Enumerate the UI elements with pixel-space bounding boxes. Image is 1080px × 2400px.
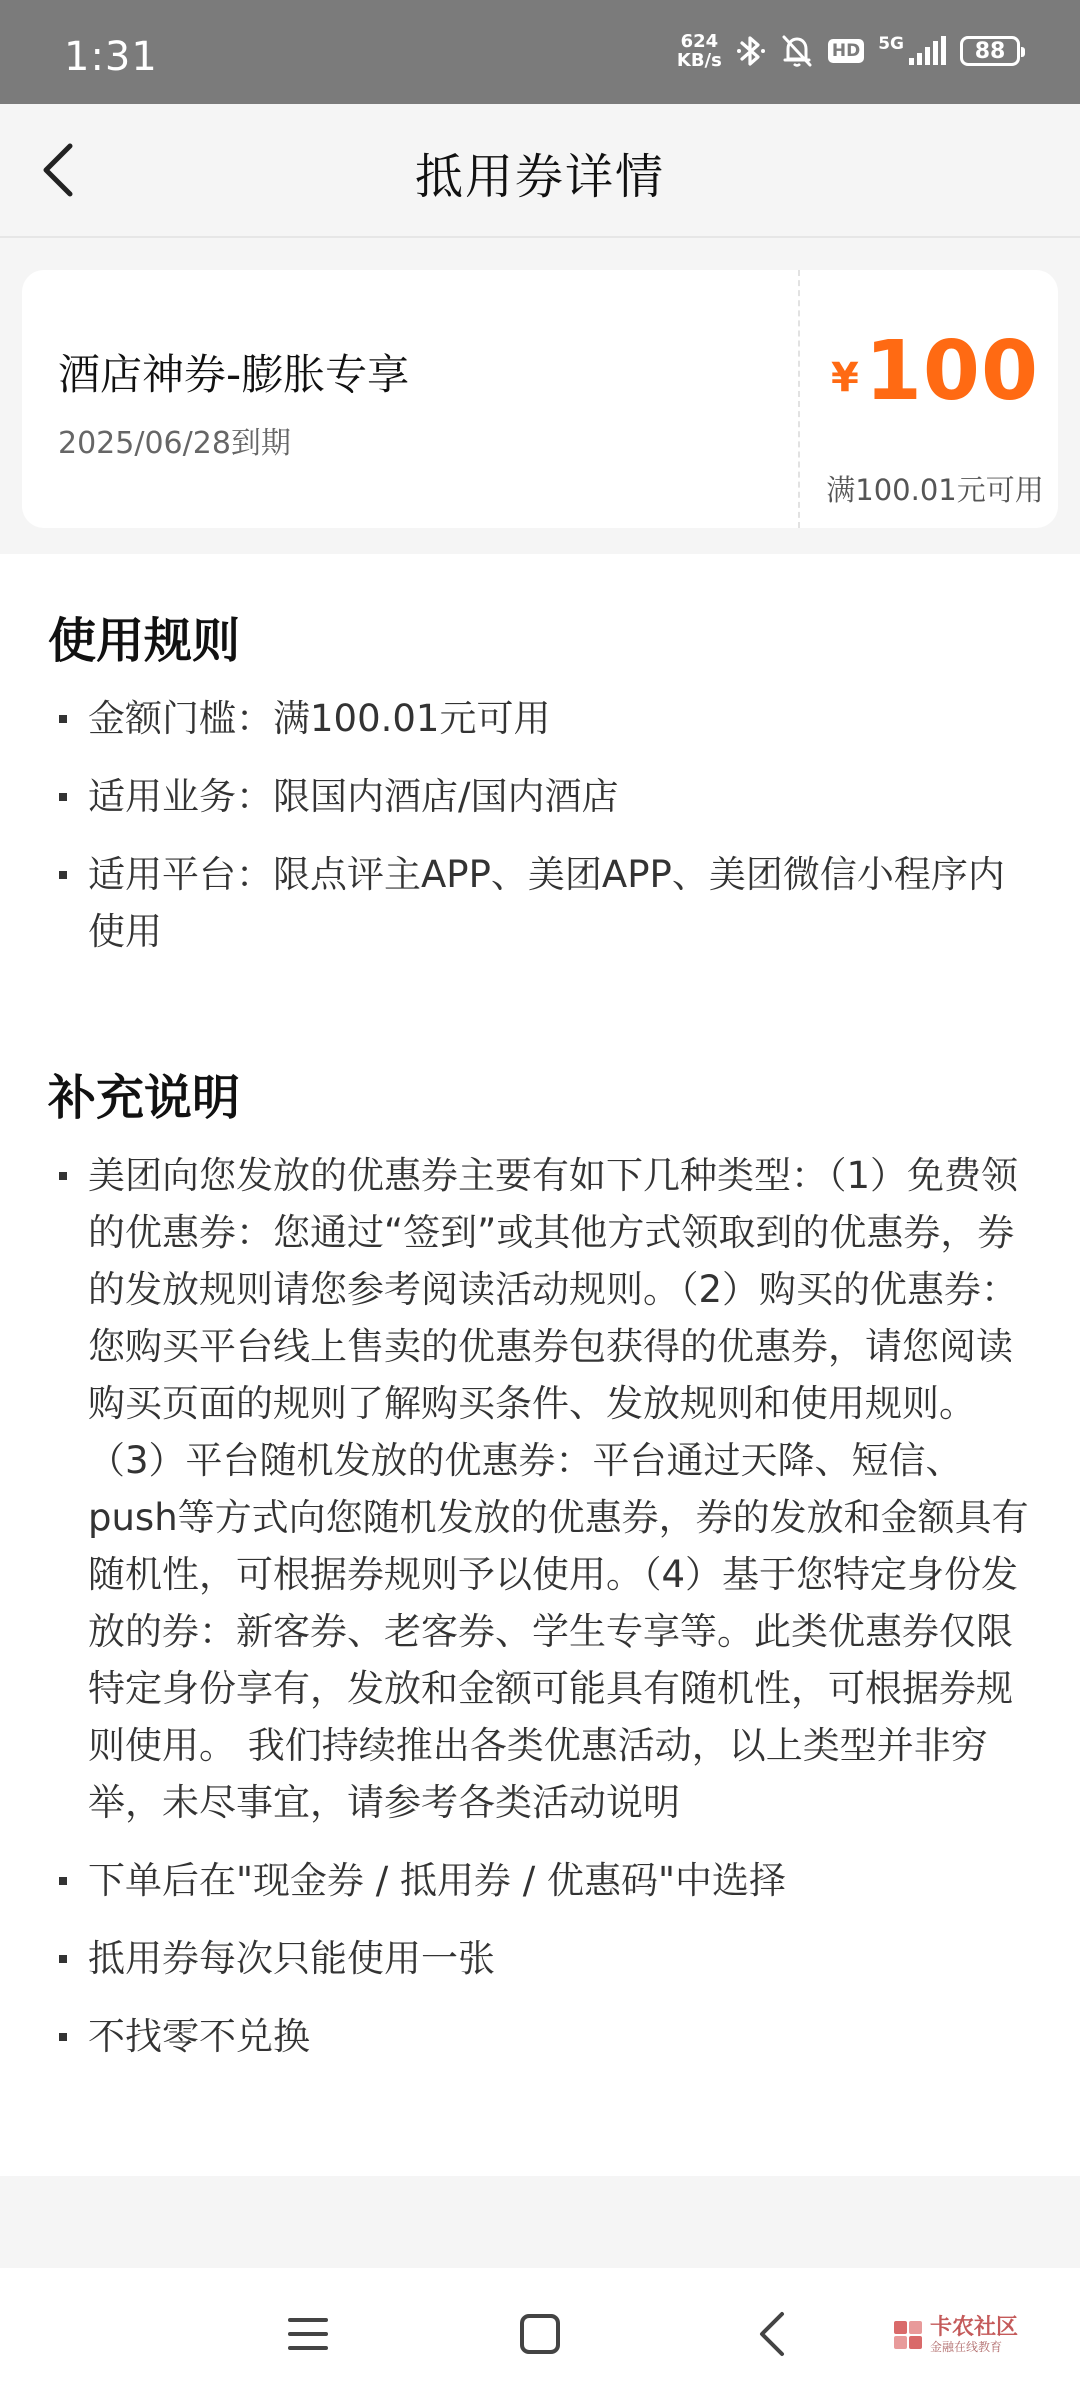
battery-level: 88 <box>974 38 1006 64</box>
coupon-value: 100 <box>864 324 1039 419</box>
net-speed <box>677 32 722 70</box>
coupon-condition: 满100.01元可用 <box>826 473 1044 507</box>
watermark-main: 卡农社区 <box>929 2315 1018 2340</box>
watermark-sub: 金融在线教育 <box>929 2340 1002 2354</box>
watermark-text <box>930 2316 1018 2354</box>
rules-content <box>0 554 1080 2176</box>
status-icons <box>677 32 1020 70</box>
coupon-section <box>0 238 1080 554</box>
coupon-name: 酒店神券-膨胀专享 <box>58 350 410 399</box>
nav-back-button[interactable] <box>736 2298 808 2370</box>
supplement-title: 补充说明 <box>48 1070 241 1126</box>
status-bar <box>0 0 1080 104</box>
home-square-icon <box>518 2312 562 2356</box>
coupon-expiry: 2025/06/28到期 <box>58 426 291 461</box>
nav-menu-button[interactable] <box>272 2298 344 2370</box>
battery-indicator <box>960 36 1020 66</box>
watermark-logo-icon <box>892 2319 924 2351</box>
bluetooth-icon <box>736 33 766 69</box>
network-type: 5G <box>878 34 904 54</box>
list-item: 适用业务：限国内酒店/国内酒店 <box>56 768 1036 825</box>
nav-home-button[interactable] <box>504 2298 576 2370</box>
page-header <box>0 104 1080 236</box>
page-title: 抵用券详情 <box>414 149 665 205</box>
hd-badge: HD <box>828 39 864 63</box>
list-item: 美团向您发放的优惠券主要有如下几种类型：（1）免费领的优惠券：您通过“签到”或其他方式领取到的优惠券，券的发放规则请您参考阅读活动规则。（2）购买的优惠券：您购买平台线上售卖的优惠券包获得的优惠券，请您阅读购买页面的规则了解购买条件、发放规则和使用规则。（3）平台随机发放的优惠券：平台通过天降、短信、push等方式向您随机发放的优惠券，券的发放和金额具有随机性，可根据券规则予以使用。（4）基于您特定身份发放的券：新客券、老客券、学生专享等。此类优惠券仅限特定身份享有，发放和金额可能具有随机性，可根据券规则使用。 我们持续推出各类优惠活动，以上类型并非穷举，未尽事宜，请参考各类活动说明 <box>56 1147 1036 1831</box>
coupon-currency: ¥ <box>830 355 859 401</box>
list-item: 抵用券每次只能使用一张 <box>56 1930 1036 1987</box>
usage-rules-list <box>56 690 1036 981</box>
usage-rules-title: 使用规则 <box>48 613 241 669</box>
system-nav-bar <box>0 2268 1080 2400</box>
watermark <box>892 2316 1018 2354</box>
list-item: 适用平台：限点评主APP、美团APP、美团微信小程序内使用 <box>56 846 1036 960</box>
supplement-list <box>56 1147 1036 2086</box>
menu-icon <box>286 2314 330 2354</box>
signal-icon <box>878 36 946 66</box>
coupon-divider <box>798 270 800 528</box>
coupon-amount <box>812 324 1058 419</box>
bell-off-icon <box>780 33 814 69</box>
coupon-card <box>22 270 1058 528</box>
list-item: 下单后在"现金券 / 抵用券 / 优惠码"中选择 <box>56 1852 1036 1909</box>
list-item: 金额门槛：满100.01元可用 <box>56 690 1036 747</box>
net-speed-value: 624 <box>680 31 719 52</box>
nav-back-icon <box>754 2310 790 2358</box>
list-item: 不找零不兑换 <box>56 2008 1036 2065</box>
status-time: 1:31 <box>64 34 158 80</box>
net-speed-unit: KB/s <box>676 50 722 71</box>
